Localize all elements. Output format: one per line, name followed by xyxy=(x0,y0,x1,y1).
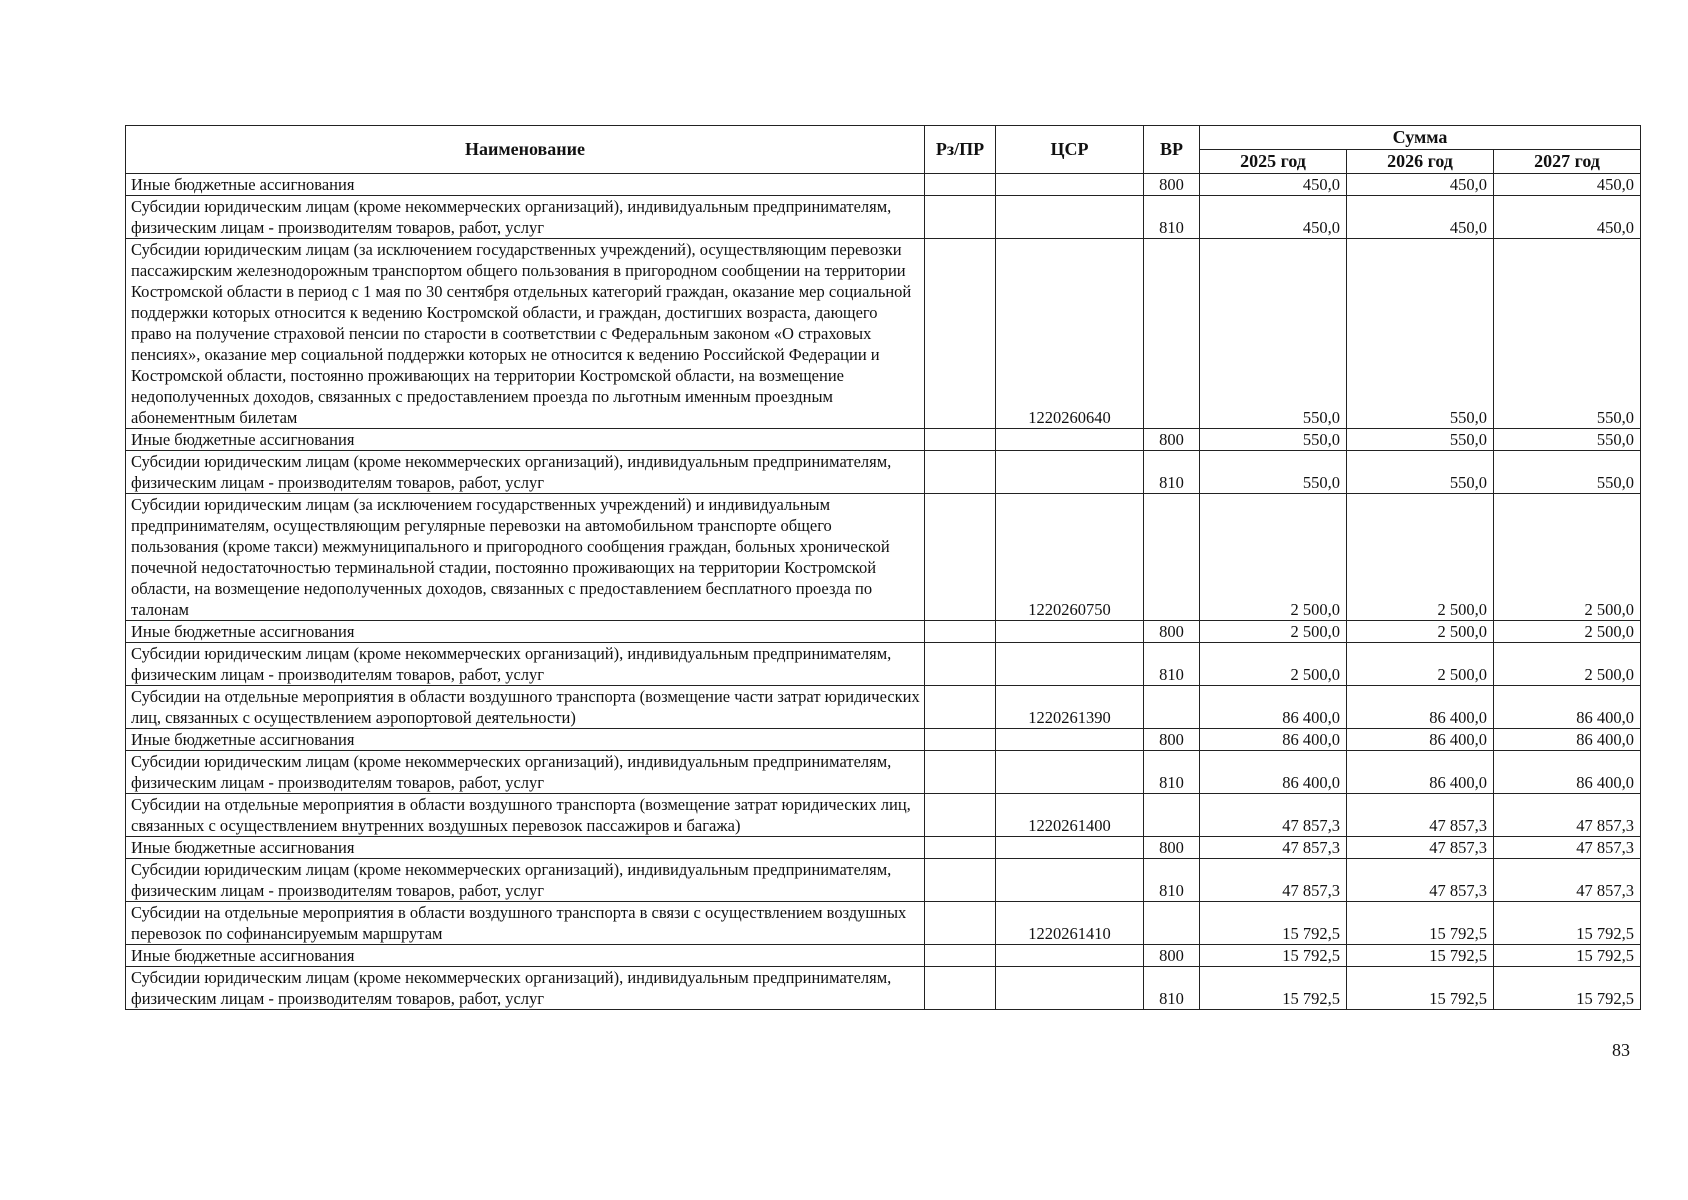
cell-2026: 550,0 xyxy=(1347,239,1494,429)
cell-rzpr xyxy=(925,686,996,729)
cell-2025: 47 857,3 xyxy=(1200,859,1347,902)
cell-2027: 47 857,3 xyxy=(1494,859,1641,902)
cell-csr: 1220260640 xyxy=(996,239,1144,429)
cell-2025: 550,0 xyxy=(1200,239,1347,429)
header-name: Наименование xyxy=(126,126,925,174)
cell-2026: 550,0 xyxy=(1347,451,1494,494)
table-row xyxy=(126,196,1641,239)
header-row-1 xyxy=(126,126,1641,150)
cell-2025: 47 857,3 xyxy=(1200,794,1347,837)
cell-vr xyxy=(1144,494,1200,621)
cell-csr xyxy=(996,621,1144,643)
table-row xyxy=(126,945,1641,967)
cell-name: Субсидии юридическим лицам (кроме некоммерческих организаций), индивидуальным предпринимателям, физическим лицам - производителям товаров, работ, услуг xyxy=(126,859,925,902)
cell-vr xyxy=(1144,239,1200,429)
table-row xyxy=(126,902,1641,945)
cell-2027: 450,0 xyxy=(1494,174,1641,196)
table-row xyxy=(126,794,1641,837)
cell-vr: 800 xyxy=(1144,837,1200,859)
cell-2027: 550,0 xyxy=(1494,451,1641,494)
cell-name: Иные бюджетные ассигнования xyxy=(126,837,925,859)
cell-2025: 450,0 xyxy=(1200,174,1347,196)
cell-rzpr xyxy=(925,794,996,837)
cell-2026: 450,0 xyxy=(1347,196,1494,239)
cell-rzpr xyxy=(925,902,996,945)
cell-2027: 550,0 xyxy=(1494,429,1641,451)
header-2025: 2025 год xyxy=(1200,150,1347,174)
cell-csr: 1220261400 xyxy=(996,794,1144,837)
cell-rzpr xyxy=(925,621,996,643)
cell-name: Субсидии юридическим лицам (кроме некоммерческих организаций), индивидуальным предпринимателям, физическим лицам - производителям товаров, работ, услуг xyxy=(126,967,925,1010)
cell-csr xyxy=(996,196,1144,239)
cell-csr xyxy=(996,751,1144,794)
cell-2025: 47 857,3 xyxy=(1200,837,1347,859)
cell-2026: 15 792,5 xyxy=(1347,902,1494,945)
cell-2026: 15 792,5 xyxy=(1347,945,1494,967)
cell-2025: 550,0 xyxy=(1200,429,1347,451)
cell-csr xyxy=(996,945,1144,967)
cell-name: Иные бюджетные ассигнования xyxy=(126,945,925,967)
cell-2027: 450,0 xyxy=(1494,196,1641,239)
cell-2025: 15 792,5 xyxy=(1200,902,1347,945)
cell-rzpr xyxy=(925,945,996,967)
cell-2026: 2 500,0 xyxy=(1347,621,1494,643)
budget-table xyxy=(125,125,1641,1010)
cell-vr: 810 xyxy=(1144,751,1200,794)
cell-name: Иные бюджетные ассигнования xyxy=(126,429,925,451)
cell-name: Субсидии юридическим лицам (кроме некоммерческих организаций), индивидуальным предпринимателям, физическим лицам - производителям товаров, работ, услуг xyxy=(126,643,925,686)
table-row xyxy=(126,174,1641,196)
cell-rzpr xyxy=(925,859,996,902)
header-vr: ВР xyxy=(1144,126,1200,174)
cell-vr: 810 xyxy=(1144,967,1200,1010)
cell-2025: 450,0 xyxy=(1200,196,1347,239)
cell-name: Субсидии юридическим лицам (за исключением государственных учреждений) и индивидуальным предпринимателям, осуществляющим регулярные перевозки на автомобильном транспорте общего пользования (кроме такси) межмуниципального и пригородного сообщения граждан, больных хронической почечной недостаточностью терминальной стадии, постоянно проживающих на территории Костромской области, на возмещение недополученных доходов, связанных с предоставлением бесплатного проезда по талонам xyxy=(126,494,925,621)
page-number: 83 xyxy=(1612,1040,1630,1060)
cell-2026: 2 500,0 xyxy=(1347,643,1494,686)
cell-2025: 86 400,0 xyxy=(1200,729,1347,751)
cell-2026: 550,0 xyxy=(1347,429,1494,451)
header-2027: 2027 год xyxy=(1494,150,1641,174)
cell-vr: 800 xyxy=(1144,945,1200,967)
cell-2025: 15 792,5 xyxy=(1200,967,1347,1010)
table-row xyxy=(126,967,1641,1010)
cell-name: Субсидии юридическим лицам (кроме некоммерческих организаций), индивидуальным предпринимателям, физическим лицам - производителям товаров, работ, услуг xyxy=(126,196,925,239)
cell-rzpr xyxy=(925,174,996,196)
cell-2026: 86 400,0 xyxy=(1347,686,1494,729)
cell-2026: 450,0 xyxy=(1347,174,1494,196)
cell-csr xyxy=(996,429,1144,451)
cell-vr xyxy=(1144,794,1200,837)
cell-vr: 810 xyxy=(1144,451,1200,494)
cell-csr: 1220261390 xyxy=(996,686,1144,729)
table-row xyxy=(126,643,1641,686)
cell-2025: 86 400,0 xyxy=(1200,686,1347,729)
cell-rzpr xyxy=(925,751,996,794)
cell-vr: 810 xyxy=(1144,859,1200,902)
cell-2027: 15 792,5 xyxy=(1494,945,1641,967)
cell-2026: 86 400,0 xyxy=(1347,729,1494,751)
cell-rzpr xyxy=(925,729,996,751)
table-row xyxy=(126,686,1641,729)
cell-csr xyxy=(996,451,1144,494)
cell-vr: 810 xyxy=(1144,196,1200,239)
cell-name: Иные бюджетные ассигнования xyxy=(126,621,925,643)
cell-rzpr xyxy=(925,429,996,451)
cell-2026: 86 400,0 xyxy=(1347,751,1494,794)
cell-2027: 15 792,5 xyxy=(1494,967,1641,1010)
cell-2027: 86 400,0 xyxy=(1494,751,1641,794)
header-csr: ЦСР xyxy=(996,126,1144,174)
cell-csr xyxy=(996,859,1144,902)
cell-rzpr xyxy=(925,837,996,859)
cell-2025: 2 500,0 xyxy=(1200,621,1347,643)
cell-rzpr xyxy=(925,967,996,1010)
cell-vr xyxy=(1144,686,1200,729)
table-row xyxy=(126,859,1641,902)
cell-vr: 800 xyxy=(1144,729,1200,751)
cell-2026: 2 500,0 xyxy=(1347,494,1494,621)
cell-2027: 47 857,3 xyxy=(1494,837,1641,859)
cell-name: Субсидии юридическим лицам (за исключением государственных учреждений), осуществляющим перевозки пассажирским железнодорожным транспортом общего пользования в пригородном сообщении на территории Костромской области в период с 1 мая по 30 сентября отдельных категорий граждан, оказание мер социальной поддержки которых относится к ведению Костромской области, и граждан, достигших возраста, дающего право на получение страховой пенсии по старости в соответствии с Федеральным законом «О страховых пенсиях», оказание мер социальной поддержки которых не относится к ведению Российской Федерации и Костромской области, постоянно проживающих на территории Костромской области, на возмещение недополученных доходов, связанных с предоставлением проезда по льготным именным проездным абонементным билетам xyxy=(126,239,925,429)
table-row xyxy=(126,239,1641,429)
cell-2027: 15 792,5 xyxy=(1494,902,1641,945)
cell-csr: 1220260750 xyxy=(996,494,1144,621)
cell-csr xyxy=(996,174,1144,196)
budget-table-container xyxy=(125,125,1640,1010)
header-rzpr: Рз/ПР xyxy=(925,126,996,174)
cell-csr xyxy=(996,643,1144,686)
cell-vr: 800 xyxy=(1144,429,1200,451)
cell-2025: 550,0 xyxy=(1200,451,1347,494)
cell-2027: 2 500,0 xyxy=(1494,621,1641,643)
cell-2025: 2 500,0 xyxy=(1200,643,1347,686)
cell-2027: 86 400,0 xyxy=(1494,729,1641,751)
cell-2026: 47 857,3 xyxy=(1347,837,1494,859)
cell-name: Субсидии на отдельные мероприятия в области воздушного транспорта в связи с осуществлением воздушных перевозок по софинансируемым маршрутам xyxy=(126,902,925,945)
header-sum: Сумма xyxy=(1200,126,1641,150)
cell-rzpr xyxy=(925,494,996,621)
cell-csr: 1220261410 xyxy=(996,902,1144,945)
table-row xyxy=(126,621,1641,643)
cell-vr xyxy=(1144,902,1200,945)
cell-2027: 2 500,0 xyxy=(1494,494,1641,621)
cell-2026: 15 792,5 xyxy=(1347,967,1494,1010)
cell-2027: 550,0 xyxy=(1494,239,1641,429)
cell-name: Субсидии на отдельные мероприятия в области воздушного транспорта (возмещение затрат юридических лиц, связанных с осуществлением внутренних воздушных перевозок пассажиров и багажа) xyxy=(126,794,925,837)
cell-rzpr xyxy=(925,239,996,429)
table-row xyxy=(126,751,1641,794)
table-body xyxy=(126,174,1641,1010)
cell-name: Субсидии на отдельные мероприятия в области воздушного транспорта (возмещение части затрат юридических лиц, связанных с осуществлением аэропортовой деятельности) xyxy=(126,686,925,729)
cell-rzpr xyxy=(925,196,996,239)
cell-2027: 86 400,0 xyxy=(1494,686,1641,729)
table-row xyxy=(126,451,1641,494)
cell-name: Субсидии юридическим лицам (кроме некоммерческих организаций), индивидуальным предпринимателям, физическим лицам - производителям товаров, работ, услуг xyxy=(126,451,925,494)
cell-vr: 800 xyxy=(1144,174,1200,196)
table-row xyxy=(126,729,1641,751)
cell-2026: 47 857,3 xyxy=(1347,859,1494,902)
cell-csr xyxy=(996,837,1144,859)
cell-2025: 15 792,5 xyxy=(1200,945,1347,967)
cell-2026: 47 857,3 xyxy=(1347,794,1494,837)
cell-2027: 47 857,3 xyxy=(1494,794,1641,837)
cell-name: Субсидии юридическим лицам (кроме некоммерческих организаций), индивидуальным предпринимателям, физическим лицам - производителям товаров, работ, услуг xyxy=(126,751,925,794)
table-row xyxy=(126,429,1641,451)
cell-csr xyxy=(996,729,1144,751)
cell-vr: 810 xyxy=(1144,643,1200,686)
cell-rzpr xyxy=(925,451,996,494)
table-row xyxy=(126,494,1641,621)
table-row xyxy=(126,837,1641,859)
cell-2025: 2 500,0 xyxy=(1200,494,1347,621)
cell-name: Иные бюджетные ассигнования xyxy=(126,174,925,196)
cell-name: Иные бюджетные ассигнования xyxy=(126,729,925,751)
cell-rzpr xyxy=(925,643,996,686)
cell-2027: 2 500,0 xyxy=(1494,643,1641,686)
cell-2025: 86 400,0 xyxy=(1200,751,1347,794)
cell-csr xyxy=(996,967,1144,1010)
cell-vr: 800 xyxy=(1144,621,1200,643)
header-2026: 2026 год xyxy=(1347,150,1494,174)
